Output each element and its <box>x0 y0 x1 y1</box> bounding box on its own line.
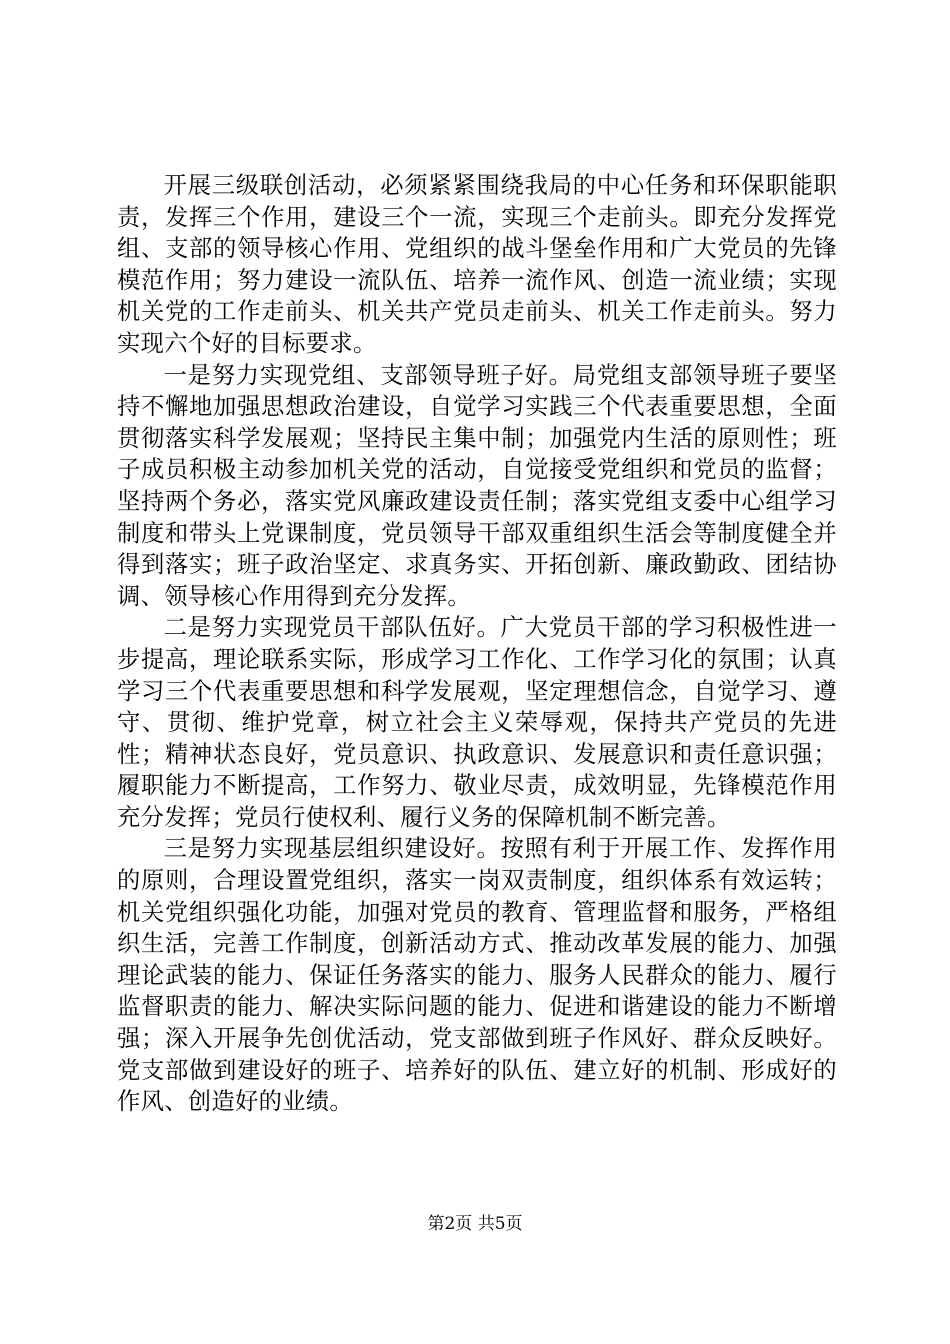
paragraph-item-1: 一是努力实现党组、支部领导班子好。局党组支部领导班子要坚持不懈地加强思想政治建设，自觉学习实践三个代表重要思想，全面贯彻落实科学发展观；坚持民主集中制；加强党内生活的原则性；班子成员积极主动参加机关党的活动，自觉接受党组织和党员的监督；坚持两个务必，落实党风廉政建设责任制；落实党组支委中心组学习制度和带头上党课制度，党员领导干部双重组织生活会等制度健全并得到落实；班子政治坚定、求真务实、开拓创新、廉政勤政、团结协调、领导核心作用得到充分发挥。 <box>117 361 837 610</box>
paragraph-item-3: 三是努力实现基层组织建设好。按照有利于开展工作、发挥作用的原则，合理设置党组织，落实一岗双责制度，组织体系有效运转；机关党组织强化功能，加强对党员的教育、管理监督和服务，严格组织生活，完善工作制度，创新活动方式、推动改革发展的能力、加强理论武装的能力、保证任务落实的能力、服务人民群众的能力、履行监督职责的能力、解决实际问题的能力、促进和谐建设的能力不断增强；深入开展争先创优活动，党支部做到班子作风好、群众反映好。党支部做到建设好的班子、培养好的队伍、建立好的机制、形成好的作风、创造好的业绩。 <box>117 835 837 1116</box>
page-footer: 第2页 共5页 <box>427 1214 523 1234</box>
document-body <box>117 170 837 1118</box>
paragraph-intro: 开展三级联创活动，必须紧紧围绕我局的中心任务和环保职能职责，发挥三个作用，建设三个一流，实现三个走前头。即充分发挥党组、支部的领导核心作用、党组织的战斗堡垒作用和广大党员的先锋模范作用；努力建设一流队伍、培养一流作风、创造一流业绩；实现机关党的工作走前头、机关共产党员走前头、机关工作走前头。努力实现六个好的目标要求。 <box>117 172 837 357</box>
paragraph-item-2: 二是努力实现党员干部队伍好。广大党员干部的学习积极性进一步提高，理论联系实际，形成学习工作化、工作学习化的氛围；认真学习三个代表重要思想和科学发展观，坚定理想信念，自觉学习、遵守、贯彻、维护党章，树立社会主义荣辱观，保持共产党员的先进性；精神状态良好，党员意识、执政意识、发展意识和责任意识强；履职能力不断提高，工作努力、敬业尽责，成效明显，先锋模范作用充分发挥；党员行使权利、履行义务的保障机制不断完善。 <box>117 614 837 831</box>
